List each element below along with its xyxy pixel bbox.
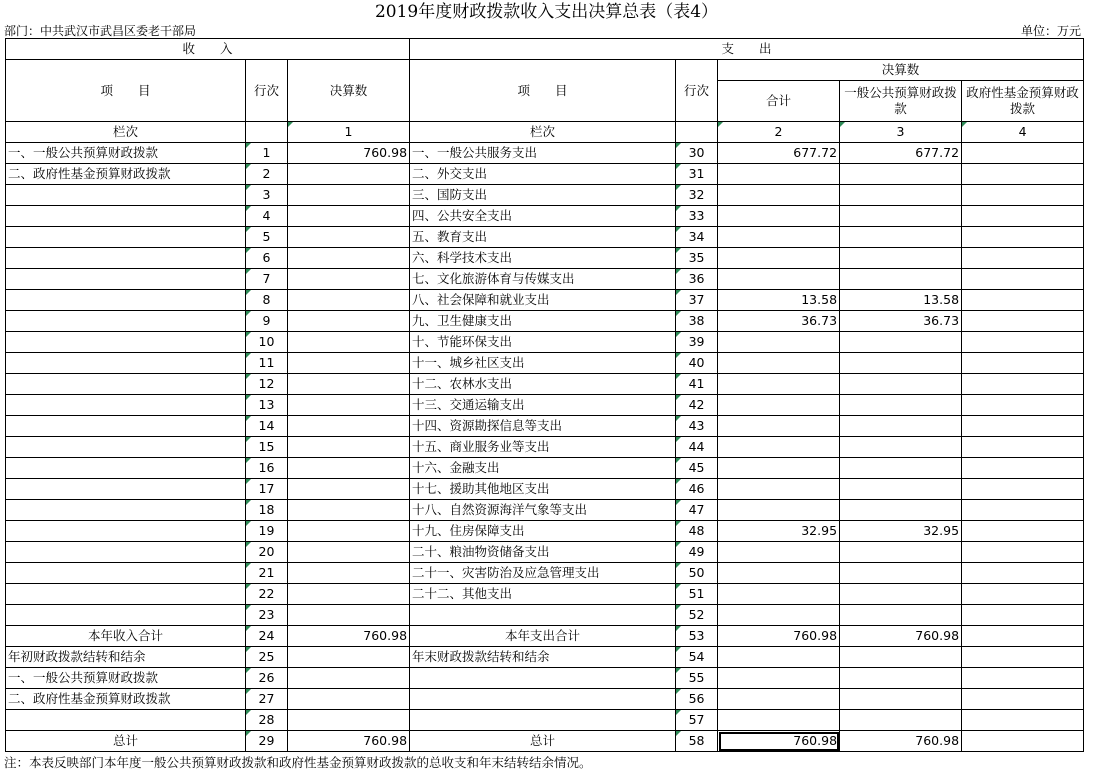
expense-general-cell[interactable] <box>840 710 962 731</box>
expense-fund-cell[interactable] <box>962 143 1084 164</box>
income-amount-cell[interactable] <box>288 248 410 269</box>
expense-fund-cell[interactable] <box>962 311 1084 332</box>
income-line-cell[interactable]: 18 <box>246 500 288 521</box>
expense-item-cell[interactable]: 十四、资源勘探信息等支出 <box>410 416 676 437</box>
table-row <box>6 290 1084 311</box>
expense-total-cell[interactable] <box>718 248 840 269</box>
expense-item-cell[interactable] <box>410 605 676 626</box>
expense-item-cell[interactable]: 五、教育支出 <box>410 227 676 248</box>
income-line-cell[interactable]: 4 <box>246 206 288 227</box>
income-line-cell[interactable]: 19 <box>246 521 288 542</box>
expense-item-cell[interactable]: 一、一般公共服务支出 <box>410 143 676 164</box>
expense-total-cell[interactable] <box>718 458 840 479</box>
expense-line-cell[interactable]: 52 <box>676 605 718 626</box>
income-item-cell[interactable] <box>6 584 246 605</box>
table-row <box>6 332 1084 353</box>
expense-general-cell[interactable] <box>840 248 962 269</box>
expense-line-cell[interactable]: 37 <box>676 290 718 311</box>
expense-fund-cell[interactable] <box>962 353 1084 374</box>
expense-line-cell[interactable]: 39 <box>676 332 718 353</box>
table-row <box>6 626 1084 647</box>
income-item-cell[interactable] <box>6 206 246 227</box>
expense-item-cell[interactable] <box>410 710 676 731</box>
expense-fund-cell[interactable] <box>962 206 1084 227</box>
table-row <box>6 458 1084 479</box>
income-amount-cell[interactable] <box>288 416 410 437</box>
expense-line-cell[interactable]: 56 <box>676 689 718 710</box>
expense-general-cell[interactable]: 760.98 <box>840 731 962 752</box>
income-amount-cell[interactable] <box>288 437 410 458</box>
expense-line-cell[interactable]: 46 <box>676 479 718 500</box>
expense-item-cell[interactable] <box>410 689 676 710</box>
expense-line-cell[interactable]: 58 <box>676 731 718 752</box>
table-row <box>6 227 1084 248</box>
income-line-cell[interactable]: 7 <box>246 269 288 290</box>
income-item-cell[interactable]: 二、政府性基金预算财政拨款 <box>6 689 246 710</box>
expense-item-cell[interactable]: 二十一、灾害防治及应急管理支出 <box>410 563 676 584</box>
income-item-cell[interactable]: 年初财政拨款结转和结余 <box>6 647 246 668</box>
expense-total-cell[interactable] <box>718 185 840 206</box>
expense-total-cell[interactable] <box>718 500 840 521</box>
income-line-cell[interactable]: 23 <box>246 605 288 626</box>
expense-general-cell[interactable] <box>840 584 962 605</box>
expense-fund-cell[interactable] <box>962 605 1084 626</box>
table-note: 注：本表反映部门本年度一般公共预算财政拨款和政府性基金预算财政拨款的总收支和年末结转结余情况。 <box>4 755 592 770</box>
income-amount-cell[interactable]: 760.98 <box>288 626 410 647</box>
expense-total-cell[interactable] <box>718 542 840 563</box>
income-line-cell[interactable]: 29 <box>246 731 288 752</box>
expense-amount-header[interactable]: 决算数 <box>718 60 1084 81</box>
income-amount-cell[interactable] <box>288 710 410 731</box>
income-line-cell[interactable]: 8 <box>246 290 288 311</box>
income-item-cell[interactable] <box>6 227 246 248</box>
expense-general-cell[interactable]: 760.98 <box>840 626 962 647</box>
expense-fund-cell[interactable] <box>962 500 1084 521</box>
table-row <box>6 374 1084 395</box>
expense-fund-cell[interactable] <box>962 647 1084 668</box>
expense-fund-cell[interactable] <box>962 626 1084 647</box>
expense-line-cell[interactable]: 53 <box>676 626 718 647</box>
income-line-cell[interactable]: 28 <box>246 710 288 731</box>
income-line-cell[interactable]: 12 <box>246 374 288 395</box>
income-item-cell[interactable] <box>6 311 246 332</box>
expense-fund-cell[interactable] <box>962 437 1084 458</box>
expense-general-cell[interactable] <box>840 164 962 185</box>
expense-line-cell[interactable]: 55 <box>676 668 718 689</box>
expense-general-cell[interactable] <box>840 374 962 395</box>
income-amount-cell[interactable] <box>288 311 410 332</box>
expense-fund-cell[interactable] <box>962 731 1084 752</box>
income-item-cell[interactable] <box>6 185 246 206</box>
income-amount-cell[interactable] <box>288 500 410 521</box>
expense-total-cell[interactable]: 760.98 <box>718 626 840 647</box>
unit-label: 单位：万元 <box>1020 24 1081 38</box>
expense-fund-cell[interactable] <box>962 710 1084 731</box>
income-amount-cell[interactable] <box>288 185 410 206</box>
expense-line-cell[interactable]: 38 <box>676 311 718 332</box>
expense-fund-cell[interactable] <box>962 563 1084 584</box>
income-amount-cell[interactable] <box>288 542 410 563</box>
income-line-cell[interactable]: 14 <box>246 416 288 437</box>
expense-item-cell[interactable]: 六、科学技术支出 <box>410 248 676 269</box>
department-label: 部门：中共武汉市武昌区委老干部局 <box>4 24 197 38</box>
expense-item-cell[interactable]: 十二、农林水支出 <box>410 374 676 395</box>
income-line-cell[interactable]: 1 <box>246 143 288 164</box>
table-row <box>6 437 1084 458</box>
expense-fund-cell[interactable] <box>962 668 1084 689</box>
income-item-cell[interactable] <box>6 416 246 437</box>
expense-total-cell[interactable] <box>718 164 840 185</box>
income-line-cell[interactable]: 17 <box>246 479 288 500</box>
income-amount-cell[interactable] <box>288 395 410 416</box>
expense-general-cell[interactable] <box>840 668 962 689</box>
table-row <box>6 185 1084 206</box>
income-column-row-label[interactable]: 栏次 <box>6 122 246 143</box>
expense-general-cell[interactable] <box>840 353 962 374</box>
income-item-cell[interactable] <box>6 710 246 731</box>
income-amount-cell[interactable] <box>288 164 410 185</box>
expense-item-cell[interactable]: 十八、自然资源海洋气象等支出 <box>410 500 676 521</box>
expense-item-cell[interactable]: 本年支出合计 <box>410 626 676 647</box>
expense-general-cell[interactable] <box>840 269 962 290</box>
expense-item-cell[interactable] <box>410 668 676 689</box>
expense-general-cell[interactable]: 677.72 <box>840 143 962 164</box>
income-amount-cell[interactable] <box>288 584 410 605</box>
column-index-row <box>6 122 1084 143</box>
general-col-index[interactable]: 3 <box>840 122 962 143</box>
expense-item-cell[interactable]: 十、节能环保支出 <box>410 332 676 353</box>
expense-total-cell[interactable] <box>718 416 840 437</box>
expense-fund-cell[interactable] <box>962 521 1084 542</box>
income-line-cell[interactable]: 10 <box>246 332 288 353</box>
income-line-header[interactable]: 行次 <box>246 60 288 122</box>
expense-general-cell[interactable] <box>840 500 962 521</box>
expense-line-cell[interactable]: 30 <box>676 143 718 164</box>
expense-column-row-label[interactable]: 栏次 <box>410 122 676 143</box>
expense-total-cell[interactable] <box>718 353 840 374</box>
income-line-cell[interactable]: 13 <box>246 395 288 416</box>
income-item-cell[interactable] <box>6 290 246 311</box>
expense-fund-cell[interactable] <box>962 248 1084 269</box>
income-line-cell[interactable]: 20 <box>246 542 288 563</box>
income-item-cell[interactable] <box>6 395 246 416</box>
expense-total-cell[interactable] <box>718 269 840 290</box>
expense-line-cell[interactable]: 44 <box>676 437 718 458</box>
expense-fund-cell[interactable] <box>962 689 1084 710</box>
table-row <box>6 269 1084 290</box>
expense-general-cell[interactable]: 36.73 <box>840 311 962 332</box>
income-amount-cell[interactable] <box>288 647 410 668</box>
expense-item-cell[interactable]: 三、国防支出 <box>410 185 676 206</box>
expense-fund-cell[interactable] <box>962 227 1084 248</box>
income-item-cell[interactable] <box>6 500 246 521</box>
expense-item-cell[interactable]: 二十、粮油物资储备支出 <box>410 542 676 563</box>
table-row <box>6 206 1084 227</box>
income-item-cell[interactable]: 一、一般公共预算财政拨款 <box>6 143 246 164</box>
expense-fund-cell[interactable] <box>962 458 1084 479</box>
income-item-cell[interactable] <box>6 248 246 269</box>
expense-fund-cell[interactable] <box>962 479 1084 500</box>
expense-total-cell[interactable] <box>718 479 840 500</box>
expense-item-cell[interactable]: 十三、交通运输支出 <box>410 395 676 416</box>
income-amount-cell[interactable] <box>288 353 410 374</box>
expense-fund-cell[interactable] <box>962 395 1084 416</box>
table-row <box>6 143 1084 164</box>
income-amount-cell[interactable] <box>288 605 410 626</box>
expense-line-cell[interactable]: 34 <box>676 227 718 248</box>
expense-item-cell[interactable]: 九、卫生健康支出 <box>410 311 676 332</box>
income-amount-cell[interactable] <box>288 206 410 227</box>
expense-item-cell[interactable]: 七、文化旅游体育与传媒支出 <box>410 269 676 290</box>
expense-line-cell[interactable]: 45 <box>676 458 718 479</box>
income-item-cell[interactable]: 二、政府性基金预算财政拨款 <box>6 164 246 185</box>
expense-total-cell[interactable]: 32.95 <box>718 521 840 542</box>
expense-fund-cell[interactable] <box>962 185 1084 206</box>
income-amount-cell[interactable] <box>288 269 410 290</box>
income-line-cell[interactable]: 3 <box>246 185 288 206</box>
income-line-cell[interactable]: 9 <box>246 311 288 332</box>
expense-total-cell[interactable] <box>718 647 840 668</box>
expense-line-cell[interactable]: 35 <box>676 248 718 269</box>
income-line-cell[interactable]: 24 <box>246 626 288 647</box>
income-line-cell[interactable]: 2 <box>246 164 288 185</box>
table-row <box>6 647 1084 668</box>
expense-fund-cell[interactable] <box>962 164 1084 185</box>
expense-fund-cell[interactable] <box>962 290 1084 311</box>
expense-line-cell[interactable]: 54 <box>676 647 718 668</box>
expense-total-cell[interactable] <box>718 605 840 626</box>
expense-section-header[interactable]: 支 出 <box>410 39 1084 60</box>
income-amount-cell[interactable] <box>288 290 410 311</box>
income-item-cell[interactable] <box>6 437 246 458</box>
income-line-cell[interactable]: 5 <box>246 227 288 248</box>
expense-total-cell[interactable] <box>718 563 840 584</box>
section-header-row <box>6 39 1084 60</box>
income-line-cell[interactable]: 11 <box>246 353 288 374</box>
income-item-cell[interactable] <box>6 374 246 395</box>
income-item-cell[interactable] <box>6 521 246 542</box>
table-row <box>6 521 1084 542</box>
table-row <box>6 584 1084 605</box>
expense-item-cell[interactable]: 二十二、其他支出 <box>410 584 676 605</box>
expense-total-cell[interactable] <box>718 227 840 248</box>
table-row <box>6 311 1084 332</box>
expense-fund-cell[interactable] <box>962 584 1084 605</box>
expense-general-cell[interactable]: 13.58 <box>840 290 962 311</box>
income-amount-cell[interactable] <box>288 521 410 542</box>
table-row <box>6 563 1084 584</box>
expense-item-cell[interactable]: 四、公共安全支出 <box>410 206 676 227</box>
expense-total-cell[interactable] <box>718 206 840 227</box>
table-row <box>6 689 1084 710</box>
expense-total-cell[interactable]: 36.73 <box>718 311 840 332</box>
expense-fund-cell[interactable] <box>962 332 1084 353</box>
column-header-row-1 <box>6 60 1084 81</box>
expense-total-cell[interactable]: 760.98 <box>718 731 840 752</box>
table-row <box>6 164 1084 185</box>
expense-line-cell[interactable]: 57 <box>676 710 718 731</box>
income-line-cell[interactable]: 16 <box>246 458 288 479</box>
expense-fund-cell[interactable] <box>962 269 1084 290</box>
income-line-cell[interactable]: 25 <box>246 647 288 668</box>
expense-total-cell[interactable] <box>718 374 840 395</box>
expense-total-cell[interactable]: 677.72 <box>718 143 840 164</box>
expense-general-cell[interactable] <box>840 689 962 710</box>
table-row <box>6 479 1084 500</box>
income-item-cell[interactable] <box>6 332 246 353</box>
expense-general-cell[interactable] <box>840 458 962 479</box>
income-amount-cell[interactable] <box>288 458 410 479</box>
expense-total-cell[interactable] <box>718 668 840 689</box>
income-item-cell[interactable] <box>6 479 246 500</box>
income-item-cell[interactable] <box>6 353 246 374</box>
expense-line-cell[interactable]: 51 <box>676 584 718 605</box>
fund-budget-header[interactable]: 政府性基金预算财政拨款 <box>962 81 1084 122</box>
income-item-cell[interactable]: 总计 <box>6 731 246 752</box>
income-col-index[interactable]: 1 <box>288 122 410 143</box>
expense-line-cell[interactable]: 32 <box>676 185 718 206</box>
expense-item-header[interactable]: 项 目 <box>410 60 676 122</box>
expense-line-cell[interactable]: 40 <box>676 353 718 374</box>
income-line-cell[interactable]: 22 <box>246 584 288 605</box>
expense-item-cell[interactable]: 十九、住房保障支出 <box>410 521 676 542</box>
finance-summary-table <box>5 38 1084 752</box>
total-col-index[interactable]: 2 <box>718 122 840 143</box>
table-row <box>6 395 1084 416</box>
income-line-cell[interactable]: 6 <box>246 248 288 269</box>
expense-general-cell[interactable] <box>840 542 962 563</box>
expense-general-cell[interactable] <box>840 479 962 500</box>
expense-total-cell[interactable] <box>718 584 840 605</box>
income-amount-cell[interactable] <box>288 563 410 584</box>
table-row <box>6 731 1084 752</box>
income-amount-cell[interactable] <box>288 374 410 395</box>
expense-item-cell[interactable]: 十五、商业服务业等支出 <box>410 437 676 458</box>
expense-total-cell[interactable] <box>718 437 840 458</box>
expense-item-cell[interactable]: 十七、援助其他地区支出 <box>410 479 676 500</box>
expense-total-cell[interactable] <box>718 395 840 416</box>
table-title: 2019年度财政拨款收入支出决算总表（表4） <box>374 2 719 22</box>
expense-item-cell[interactable]: 八、社会保障和就业支出 <box>410 290 676 311</box>
income-amount-cell[interactable] <box>288 689 410 710</box>
expense-general-cell[interactable] <box>840 563 962 584</box>
expense-line-cell[interactable]: 42 <box>676 395 718 416</box>
expense-line-cell[interactable]: 41 <box>676 374 718 395</box>
expense-line-cell[interactable]: 36 <box>676 269 718 290</box>
table-row <box>6 416 1084 437</box>
expense-line-cell[interactable]: 48 <box>676 521 718 542</box>
expense-line-index-cell[interactable] <box>676 122 718 143</box>
table-row <box>6 605 1084 626</box>
expense-fund-cell[interactable] <box>962 416 1084 437</box>
income-amount-cell[interactable] <box>288 479 410 500</box>
income-line-index-cell[interactable] <box>246 122 288 143</box>
table-row <box>6 542 1084 563</box>
expense-general-cell[interactable] <box>840 605 962 626</box>
income-item-cell[interactable]: 本年收入合计 <box>6 626 246 647</box>
income-line-cell[interactable]: 26 <box>246 668 288 689</box>
expense-item-cell[interactable]: 年末财政拨款结转和结余 <box>410 647 676 668</box>
expense-fund-cell[interactable] <box>962 374 1084 395</box>
expense-line-header[interactable]: 行次 <box>676 60 718 122</box>
income-amount-cell[interactable]: 760.98 <box>288 731 410 752</box>
expense-total-cell[interactable] <box>718 332 840 353</box>
table-row <box>6 710 1084 731</box>
expense-general-cell[interactable] <box>840 227 962 248</box>
income-item-cell[interactable] <box>6 458 246 479</box>
income-line-cell[interactable]: 15 <box>246 437 288 458</box>
total-header[interactable]: 合计 <box>718 81 840 122</box>
fund-col-index[interactable]: 4 <box>962 122 1084 143</box>
income-section-header[interactable]: 收 入 <box>6 39 410 60</box>
expense-general-cell[interactable] <box>840 395 962 416</box>
expense-line-cell[interactable]: 47 <box>676 500 718 521</box>
table-row <box>6 668 1084 689</box>
income-item-cell[interactable] <box>6 605 246 626</box>
income-amount-cell[interactable] <box>288 227 410 248</box>
expense-fund-cell[interactable] <box>962 542 1084 563</box>
expense-line-cell[interactable]: 33 <box>676 206 718 227</box>
expense-general-cell[interactable] <box>840 206 962 227</box>
income-item-cell[interactable] <box>6 269 246 290</box>
expense-general-cell[interactable]: 32.95 <box>840 521 962 542</box>
expense-total-cell[interactable]: 13.58 <box>718 290 840 311</box>
expense-general-cell[interactable] <box>840 416 962 437</box>
income-item-header[interactable]: 项 目 <box>6 60 246 122</box>
income-line-cell[interactable]: 21 <box>246 563 288 584</box>
table-row <box>6 248 1084 269</box>
income-line-cell[interactable]: 27 <box>246 689 288 710</box>
expense-line-cell[interactable]: 49 <box>676 542 718 563</box>
expense-item-cell[interactable]: 二、外交支出 <box>410 164 676 185</box>
income-item-cell[interactable]: 一、一般公共预算财政拨款 <box>6 668 246 689</box>
income-amount-cell[interactable] <box>288 668 410 689</box>
income-amount-cell[interactable]: 760.98 <box>288 143 410 164</box>
income-item-cell[interactable] <box>6 542 246 563</box>
expense-item-cell[interactable]: 十一、城乡社区支出 <box>410 353 676 374</box>
expense-line-cell[interactable]: 31 <box>676 164 718 185</box>
expense-total-cell[interactable] <box>718 710 840 731</box>
expense-general-cell[interactable] <box>840 647 962 668</box>
general-budget-header[interactable]: 一般公共预算财政拨款 <box>840 81 962 122</box>
expense-line-cell[interactable]: 50 <box>676 563 718 584</box>
expense-general-cell[interactable] <box>840 185 962 206</box>
expense-line-cell[interactable]: 43 <box>676 416 718 437</box>
expense-item-cell[interactable]: 总计 <box>410 731 676 752</box>
income-item-cell[interactable] <box>6 563 246 584</box>
income-amount-header[interactable]: 决算数 <box>288 60 410 122</box>
table-row <box>6 500 1084 521</box>
income-amount-cell[interactable] <box>288 332 410 353</box>
expense-general-cell[interactable] <box>840 332 962 353</box>
expense-total-cell[interactable] <box>718 689 840 710</box>
table-row <box>6 353 1084 374</box>
expense-item-cell[interactable]: 十六、金融支出 <box>410 458 676 479</box>
expense-general-cell[interactable] <box>840 437 962 458</box>
